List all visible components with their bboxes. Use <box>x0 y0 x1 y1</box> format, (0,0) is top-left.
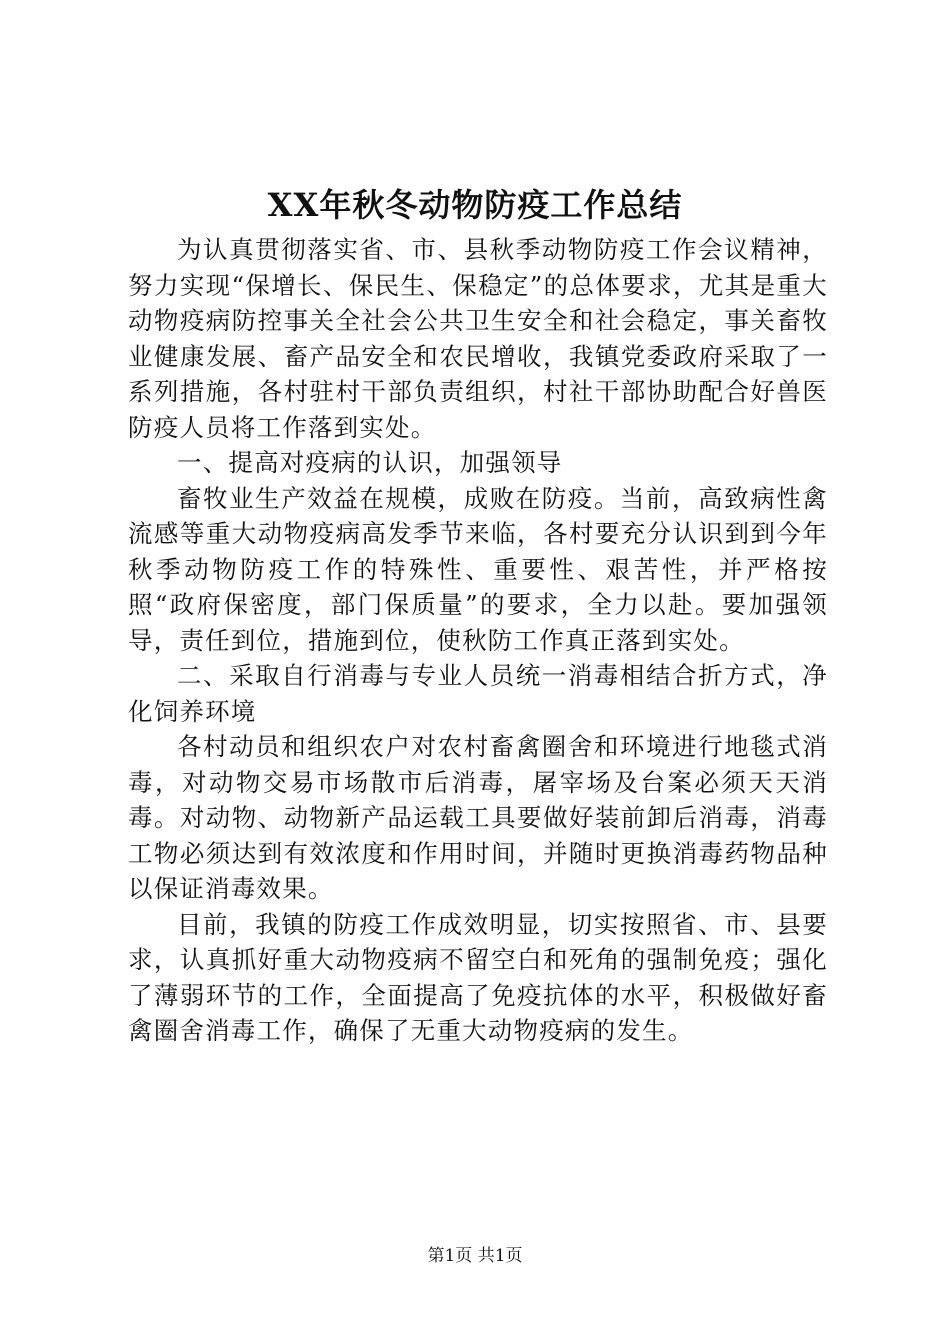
paragraph-section-2: 各村动员和组织农户对农村畜禽圈舍和环境进行地毯式消毒，对动物交易市场散市后消毒，屠宰场及台案必须天天消毒。对动物、动物新产品运载工具要做好装前卸后消毒，消毒工物必须达到有效浓度和作用时间，并随时更换消毒药物品种以保证消毒效果。 <box>128 732 828 903</box>
page-footer: 第1页 共1页 <box>427 1246 523 1266</box>
document-title: XX年秋冬动物防疫工作总结 <box>267 186 683 224</box>
paragraph-intro: 为认真贯彻落实省、市、县秋季动物防疫工作会议精神，努力实现“保增长、保民生、保稳定”的总体要求，尤其是重大动物疫病防控事关全社会公共卫生安全和社会稳定，事关畜牧业健康发展、畜产品安全和农民增收，我镇党委政府采取了一系列措施，各村驻村干部负责组织，村社干部协助配合好兽医防疫人员将工作落到实处。 <box>128 235 828 442</box>
paragraph-section-1: 畜牧业生产效益在规模，成败在防疫。当前，高致病性禽流感等重大动物疫病高发季节来临，各村要充分认识到到今年秋季动物防疫工作的特殊性、重要性、艰苦性，并严格按照“政府保密度，部门保质量”的要求，全力以赴。要加强领导，责任到位，措施到位，使秋防工作真正落到实处。 <box>128 483 828 655</box>
paragraph-conclusion: 目前，我镇的防疫工作成效明显，切实按照省、市、县要求，认真抓好重大动物疫病不留空白和死角的强制免疫；强化了薄弱环节的工作，全面提高了免疫抗体的水平，积极做好畜禽圈舍消毒工作，确保了无重大动物疫病的发生。 <box>128 909 828 1045</box>
document-body <box>128 232 828 1049</box>
section-heading-1: 一、提高对疫病的认识，加强领导 <box>177 448 563 477</box>
section-heading-2: 二、采取自行消毒与专业人员统一消毒相结合折方式，净化饲养环境 <box>128 661 828 726</box>
